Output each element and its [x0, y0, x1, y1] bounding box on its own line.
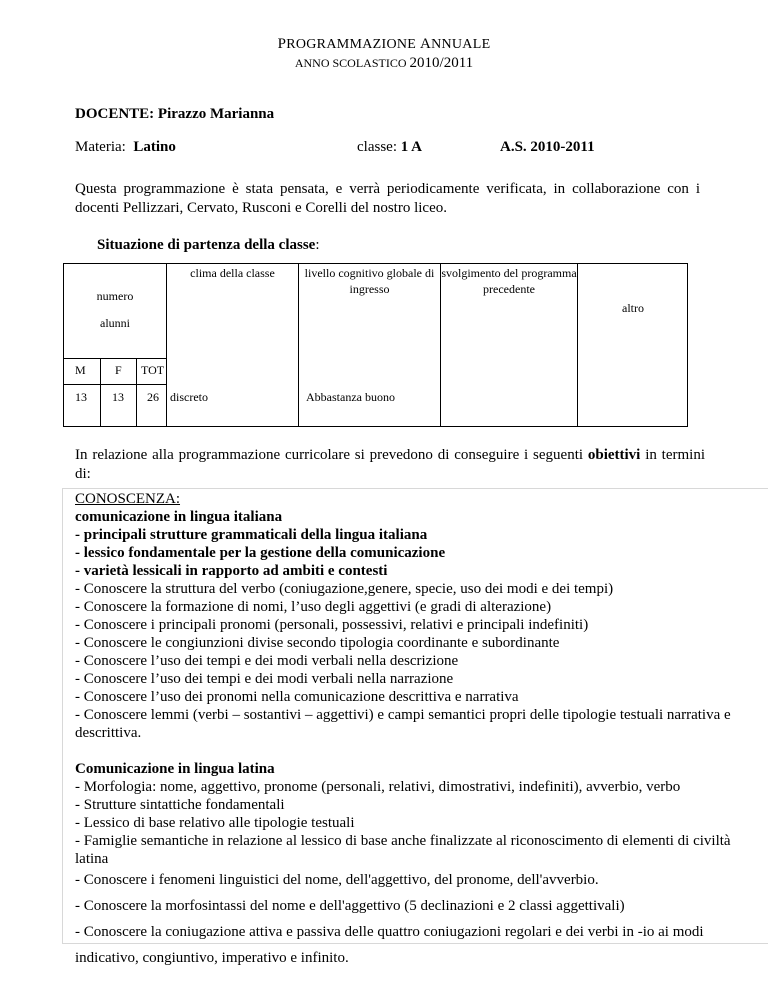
- latin-item: latina: [75, 851, 109, 867]
- title-word-2: NNUALE: [431, 37, 491, 52]
- objectives-intro-end: in termini di:: [75, 447, 706, 482]
- italian-bold-item: - varietà lessicali in rapporto ad ambiti e contesti: [75, 563, 388, 579]
- italian-item: - Conoscere la struttura del verbo (coniugazione,genere, specie, uso dei modi e dei tempi): [75, 581, 614, 597]
- latin-item: - Strutture sintattiche fondamentali: [75, 797, 285, 813]
- table-divider: [136, 358, 137, 427]
- objectives-intro: [75, 446, 705, 484]
- subtitle-label: ANNO SCOLASTICO: [294, 56, 407, 70]
- table-border-bottom: [63, 426, 688, 427]
- header-svolgimento: svolgimento del programma precedente: [441, 266, 577, 296]
- header-f: F: [115, 363, 122, 377]
- header-alunni: alunni: [100, 316, 130, 330]
- class-value: 1 A: [400, 139, 422, 155]
- italian-item: - Conoscere la formazione di nomi, l’uso degli aggettivi (e gradi di alterazione): [75, 599, 552, 615]
- italian-item: - Conoscere l’uso dei tempi e dei modi verbali nella narrazione: [75, 671, 454, 687]
- latin-item: - Morfologia: nome, aggettivo, pronome (personali, relativi, dimostrativi, indefiniti), avverbio, verbo: [75, 779, 681, 795]
- class-line: [357, 139, 422, 156]
- class-label: classe:: [357, 139, 397, 155]
- table-divider: [577, 263, 578, 427]
- table-border-right: [687, 263, 688, 427]
- latin-item: - Conoscere i fenomeni linguistici del nome, dell'aggettivo, del pronome, dell'avverbio.: [75, 872, 599, 888]
- school-year: A.S. 2010-2011: [500, 139, 595, 155]
- starting-situation-colon: :: [315, 237, 320, 253]
- document-title: [0, 36, 768, 53]
- italian-subheading: comunicazione in lingua italiana: [75, 509, 283, 525]
- latin-item: - Conoscere la coniugazione attiva e passiva delle quattro coniugazioni regolari e dei verbi in -io ai modi: [75, 924, 704, 940]
- italian-item: - Conoscere le congiunzioni divise secondo tipologia coordinante e subordinante: [75, 635, 560, 651]
- table-divider: [63, 358, 167, 359]
- italian-bold-item: - lessico fondamentale per la gestione della comunicazione: [75, 545, 446, 561]
- italian-item: - Conoscere lemmi (verbi – sostantivi – aggettivi) e campi semantici propri delle tipologie testuali narrativa e: [75, 707, 731, 723]
- value-f: 13: [112, 390, 124, 404]
- title-initial-a: A: [419, 36, 432, 52]
- header-numero: numero: [96, 289, 134, 303]
- subtitle-year: 2010/2011: [409, 55, 474, 71]
- italian-bold-item: - principali strutture grammaticali della lingua italiana: [75, 527, 428, 543]
- header-altro: altro: [622, 301, 644, 315]
- spacer: [75, 742, 765, 760]
- latin-item: - Conoscere la morfosintassi del nome e dell'aggettivo (5 declinazioni e 2 classi aggettivali): [75, 898, 625, 914]
- starting-situation-heading: [97, 237, 320, 254]
- subject-value: Latino: [133, 139, 176, 155]
- italian-item: - Conoscere l’uso dei pronomi nella comunicazione descrittiva e narrativa: [75, 689, 519, 705]
- table-border-top: [63, 263, 688, 264]
- header-m: M: [75, 363, 86, 377]
- latin-item: - Famiglie semantiche in relazione al lessico di base anche finalizzate al riconoscimento di elementi di civiltà: [75, 833, 731, 849]
- document-subtitle: [0, 55, 768, 72]
- header-clima: clima della classe: [190, 266, 275, 280]
- latin-subheading: Comunicazione in lingua latina: [75, 761, 275, 777]
- italian-item: - Conoscere i principali pronomi (personali, possessivi, relativi e principali indefiniti): [75, 617, 589, 633]
- class-situation-table: [63, 263, 688, 427]
- title-initial-p: P: [277, 36, 287, 52]
- value-m: 13: [75, 390, 87, 404]
- italian-item: - Conoscere l’uso dei tempi e dei modi verbali nella descrizione: [75, 653, 459, 669]
- latin-item: indicativo, congiuntivo, imperativo e infinito.: [75, 950, 349, 966]
- table-divider: [63, 384, 167, 385]
- knowledge-section: [75, 490, 765, 967]
- title-word-1: ROGRAMMAZIONE: [286, 37, 417, 52]
- objectives-intro-text: In relazione alla programmazione curricolare si prevedono di conseguire i seguenti: [75, 447, 584, 463]
- subject-label: Materia:: [75, 139, 126, 155]
- value-livello: Abbastanza buono: [306, 390, 395, 404]
- header-livello: livello cognitivo globale di ingresso: [304, 266, 435, 296]
- intro-paragraph: Questa programmazione è stata pensata, e verrà periodicamente verificata, in collaborazione con i docenti Pellizzari, Cervato, Rusconi e Corelli del nostro liceo.: [75, 181, 700, 216]
- header-tot: TOT: [141, 363, 165, 377]
- subject-line: [75, 139, 176, 156]
- latin-item: - Lessico di base relativo alle tipologie testuali: [75, 815, 355, 831]
- value-tot: 26: [147, 390, 159, 404]
- teacher-name: DOCENTE: Pirazzo Marianna: [75, 106, 275, 122]
- italian-item: descrittiva.: [75, 725, 142, 741]
- table-divider: [100, 358, 101, 427]
- starting-situation-label: Situazione di partenza della classe: [97, 237, 316, 253]
- value-clima: discreto: [170, 390, 208, 404]
- objectives-word: obiettivi: [587, 447, 641, 463]
- knowledge-heading: CONOSCENZA:: [75, 491, 181, 507]
